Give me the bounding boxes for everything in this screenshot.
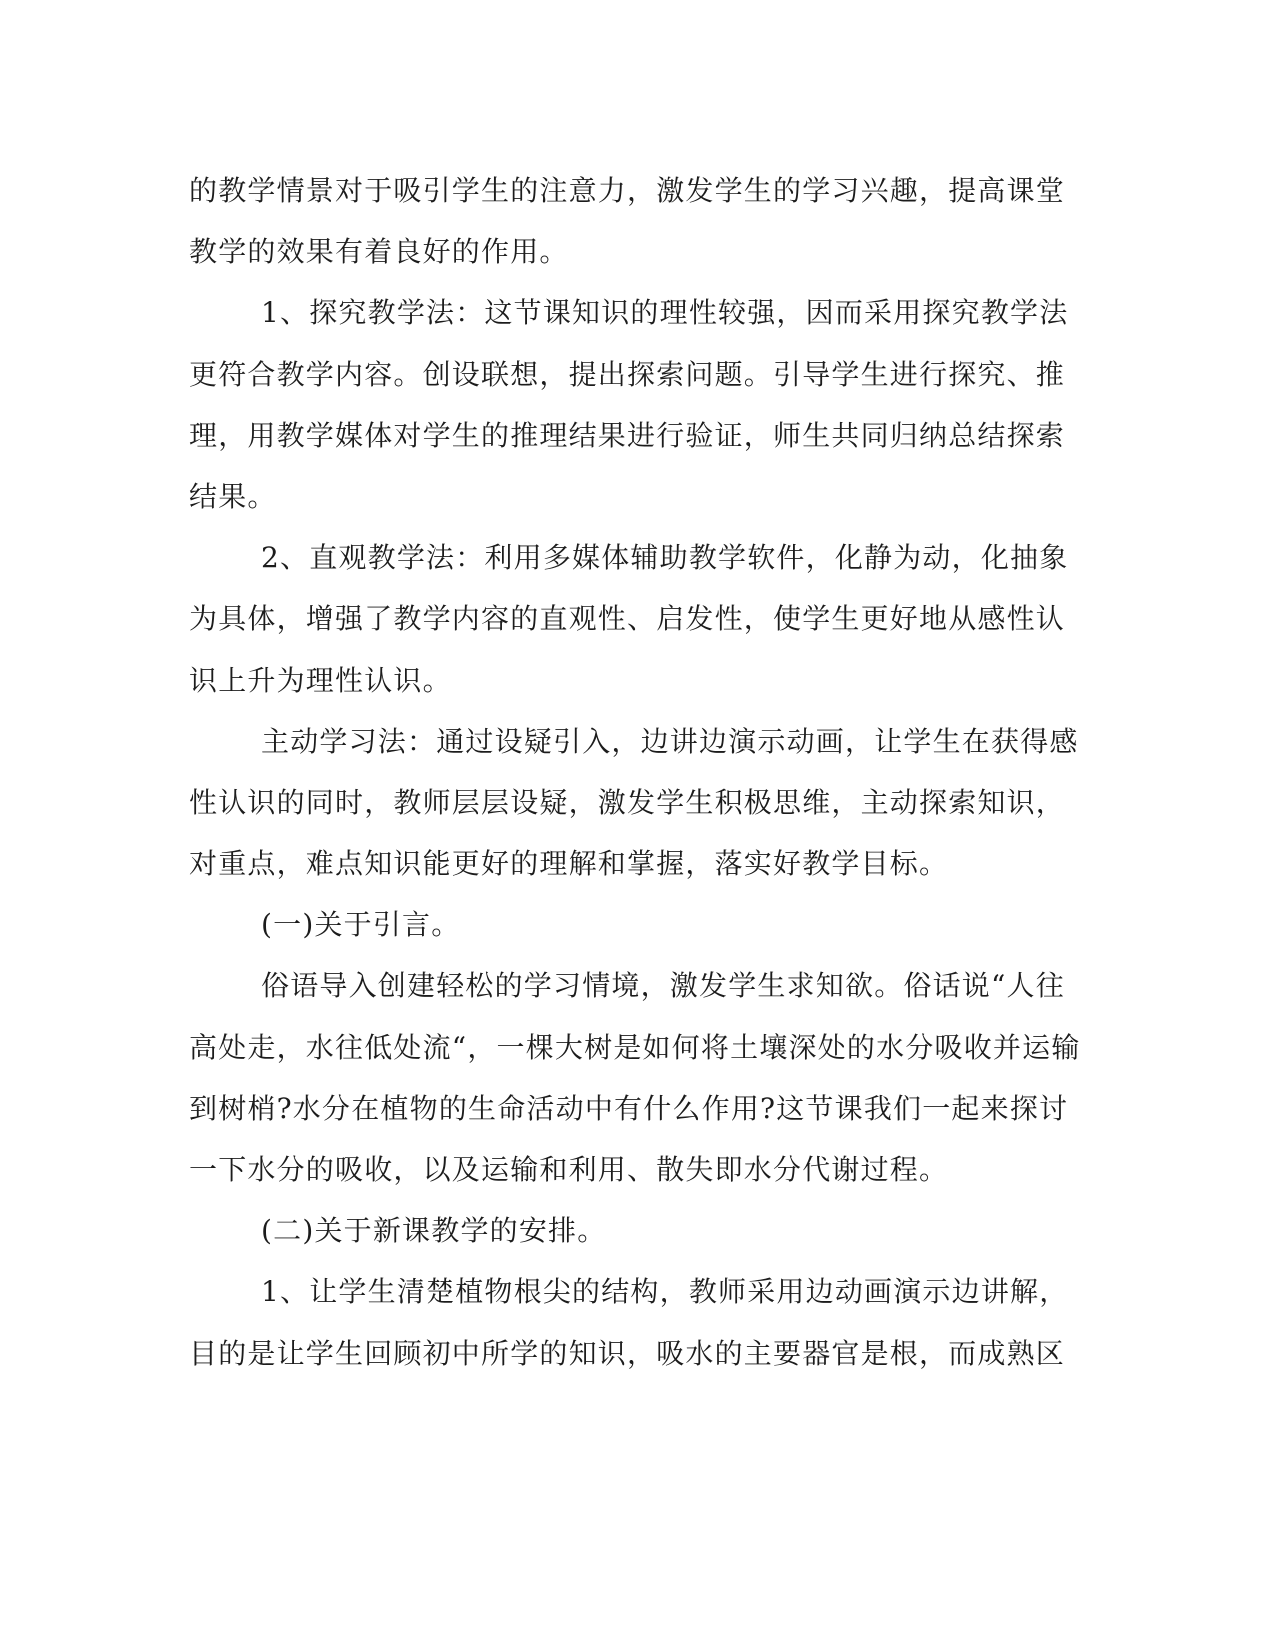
text-line: 主动学习法：通过设疑引入，边讲边演示动画，让学生在获得感 [261,724,1079,758]
text-line: 俗语导入创建轻松的学习情境，激发学生求知欲。俗话说“人往 [261,969,1065,1003]
text-line: 1、探究教学法：这节课知识的理性较强，因而采用探究教学法 [261,296,1069,330]
text-line: 目的是让学生回顾初中所学的知识，吸水的主要器官是根，而成熟区 [189,1336,1066,1370]
body-text [189,160,1081,1384]
text-line: 为具体，增强了教学内容的直观性、启发性，使学生更好地从感性认 [189,602,1066,636]
text-line: 性认识的同时，教师层层设疑，激发学生积极思维，主动探索知识， [189,785,1066,819]
text-line: 结果。 [189,479,277,513]
text-line: 2、直观教学法：利用多媒体辅助教学软件，化静为动，化抽象 [261,541,1069,575]
text-line: 到树梢?水分在植物的生命活动中有什么作用?这节课我们一起来探讨 [189,1091,1069,1125]
text-line: 高处走，水往低处流“，一棵大树是如何将土壤深处的水分吸收并运输 [189,1030,1081,1064]
text-line: 的教学情景对于吸引学生的注意力，激发学生的学习兴趣，提高课堂 [189,174,1066,207]
text-line: 对重点，难点知识能更好的理解和掌握，落实好教学目标。 [189,847,949,881]
text-line: 更符合教学内容。创设联想，提出探索问题。引导学生进行探究、推 [189,357,1066,391]
text-line: 1、让学生清楚植物根尖的结构，教师采用边动画演示边讲解， [261,1275,1069,1309]
section-heading: (一)关于引言。 [261,908,461,942]
text-line: 一下水分的吸收，以及运输和利用、散失即水分代谢过程。 [189,1153,949,1186]
text-line: 识上升为理性认识。 [189,663,452,697]
text-line: 教学的效果有着良好的作用。 [189,235,569,269]
text-line: 理，用教学媒体对学生的推理结果进行验证，师生共同归纳总结探索 [189,418,1066,452]
section-heading: (二)关于新课教学的安排。 [261,1214,607,1248]
